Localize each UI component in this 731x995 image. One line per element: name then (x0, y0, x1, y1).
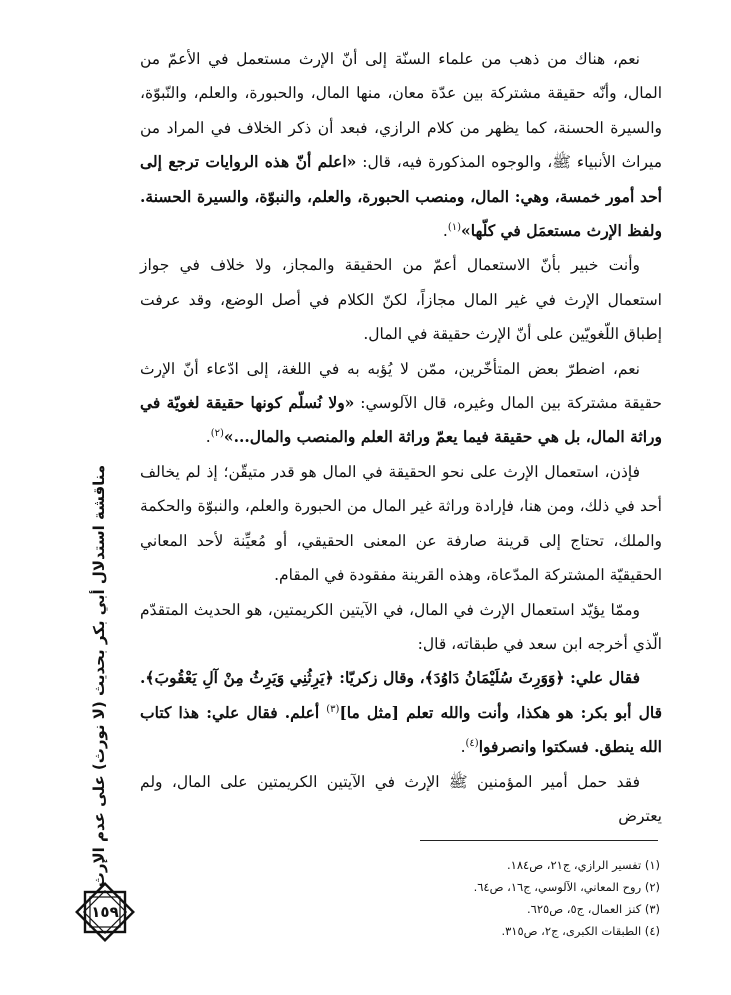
body-text: وأنت خبير بأنّ الاستعمال أعمّ من الحقيقة والمجاز، ولا خلاف في جواز استعمال الإرث في غير المال مجازاً، لكنّ الكلام في أصل الوضع، وقد عرفت إطباق اللّغويّين على أنّ الإرث حقيقة في المال. (140, 256, 662, 344)
quotation-text: «ولا نُسلّم كونها حقيقة لغويّة في وراثة المال، بل هي حقيقة فيما يعمّ وراثة العلم والمنصب والمال...» (140, 393, 662, 447)
body-text: نعم، هناك من ذهب من علماء السنّة إلى أنّ الإرث مستعمل في الأعمّ من المال، وأنّه حقيقة مشتركة بين عدّة معان، منها المال، والحبورة، والعلم، والنّبوّة، والسيرة الحسنة، كما يظهر من كلام الرازي، فبعد أن ذكر الخلاف في المراد من ميراث الأنبياء ﷺ، والوجوه المذكورة فيه، قال: (140, 50, 663, 172)
running-head (88, 464, 110, 888)
body-text: . (460, 738, 466, 757)
body-text: . (442, 222, 448, 241)
footnote-marker: (١) (447, 221, 462, 233)
body-text: نعم، اضطرّ بعض المتأخّرين، ممّن لا يُؤبه به في اللغة، إلى ادّعاء أنّ الإرث حقيقة مشتركة بين المال وغيره، قال الآلوسي: (140, 359, 662, 413)
page-number: ١٥٩ (91, 903, 119, 921)
quotation-text: «اعلم أنّ هذه الروايات ترجع إلى أحد أمور خمسة، وهي: المال، ومنصب الحبورة، والعلم، والنبوّة، والسيرة الحسنة. ولفظ الإرث مستعمَل في كلّها» (140, 152, 662, 241)
body-text: فإذن، استعمال الإرث على نحو الحقيقة في المال هو قدر متيقّن؛ إذ لم يخالف أحد في ذلك، ومن هنا، فإرادة وراثة غير المال من الحبورة والعلم، والنبوّة والحكمة والملك، تحتاج إلى قرينة صارفة عن المعنى الحقيقي، أو مُعيِّنة لأحد المعاني الحقيقيّة المشتركة المدّعاة، وهذه القرينة مفقودة في المقام. (140, 462, 662, 585)
body-text: . (205, 428, 211, 447)
quotation-text: فقال علي: ﴿وَوَرِثَ سُلَيْمَانُ دَاوُدَ﴾، وقال زكريّا: ﴿يَرِثُنِي وَيَرِثُ مِنْ آلِ يَعْقُوبَ﴾. قال أبو بكر: هو هكذا، وأنت والله تعلم [مثل ما] (140, 668, 662, 722)
body-text: فقد حمل أمير المؤمنين ﷺ الإرث في الآيتين الكريمتين على المال، ولم يعترض (140, 772, 662, 825)
footnote-marker: (٢) (210, 428, 224, 440)
quotation-text: أعلم. فقال علي: هذا كتاب الله ينطق. فسكتوا وانصرفوا (140, 702, 662, 757)
paragraph (140, 765, 662, 834)
body-text: وممّا يؤيّد استعمال الإرث في المال، في الآيتين الكريمتين، هو الحديث المتقدّم الّذي أخرجه ابن سعد في طبقاته، قال: (140, 600, 662, 653)
footnote: (١) تفسير الرازي، ج٢١، ص١٨٤. (507, 858, 660, 872)
paragraph (140, 248, 662, 351)
paragraph (140, 455, 662, 593)
running-head-text: مناقشة استدلال أبي بكر بحديث (لا نورث) على عدم الإرث (90, 464, 108, 888)
paragraph (140, 593, 662, 662)
paragraph (140, 42, 662, 248)
footnotes (420, 854, 660, 942)
footnote: (٣) كنز العمال، ج٥، ص٦٢٥. (527, 902, 660, 916)
footnote-separator (420, 840, 658, 841)
footnote-marker: (٣) (326, 703, 340, 715)
paragraph (140, 661, 662, 764)
footnote: (٢) روح المعاني، الآلوسي، ج١٦، ص٦٤. (473, 880, 660, 894)
footnote: (٤) الطبقات الكبرى، ج٢، ص٣١٥. (501, 924, 660, 938)
main-text (140, 42, 662, 833)
paragraph (140, 352, 662, 455)
footnote-marker: (٤) (465, 737, 479, 749)
